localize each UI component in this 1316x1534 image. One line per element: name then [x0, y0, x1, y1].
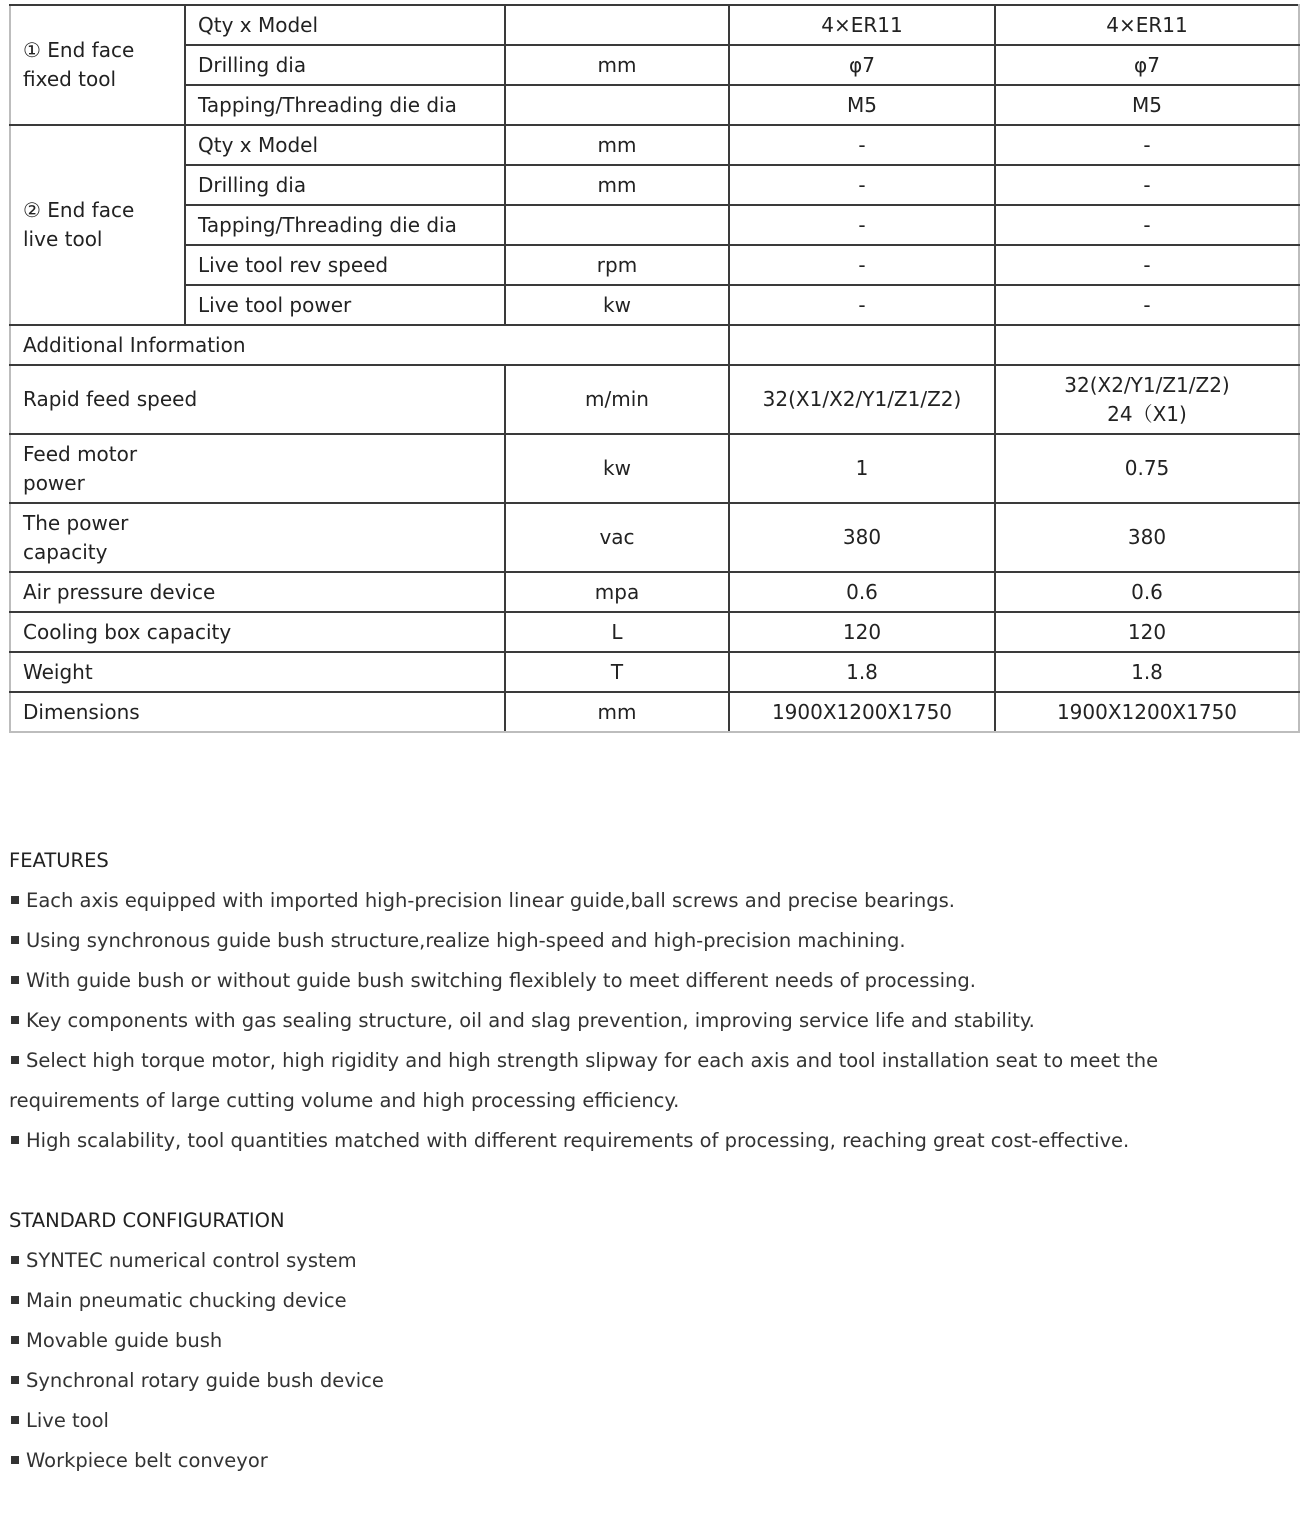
table-row: [10, 572, 1299, 612]
features-heading: FEATURES: [9, 849, 109, 872]
table-row: [10, 692, 1299, 732]
additional-info-label: Additional Information: [10, 325, 729, 365]
list-item-continuation: requirements of large cutting volume and high processing efficiency.: [9, 1089, 680, 1112]
value-cell: φ7: [729, 45, 995, 85]
item-cell: Tapping/Threading die dia: [185, 205, 505, 245]
unit-cell: mm: [505, 692, 729, 732]
unit-cell: mm: [505, 165, 729, 205]
bullet-icon: [11, 896, 19, 904]
value-cell: 1: [729, 434, 995, 503]
value-cell: 0.6: [995, 572, 1299, 612]
value-cell: M5: [729, 85, 995, 125]
list-item: Synchronal rotary guide bush device: [9, 1361, 384, 1401]
item-cell: Air pressure device: [10, 572, 505, 612]
value-cell: -: [729, 245, 995, 285]
table-row: [10, 245, 1299, 285]
table-row: [10, 45, 1299, 85]
value-cell: 120: [995, 612, 1299, 652]
value-cell: -: [729, 285, 995, 325]
value-cell: [729, 325, 995, 365]
table-row: [10, 125, 1299, 165]
table-row: [10, 365, 1299, 434]
value-cell: 1900X1200X1750: [995, 692, 1299, 732]
value-cell: -: [995, 125, 1299, 165]
unit-cell: rpm: [505, 245, 729, 285]
value-cell: 32(X2/Y1/Z1/Z2) 24（X1): [995, 365, 1299, 434]
item-cell: Qty x Model: [185, 5, 505, 45]
table-row: [10, 652, 1299, 692]
value-cell: -: [729, 165, 995, 205]
list-item: Key components with gas sealing structure, oil and slag prevention, improving service life and stability.: [9, 1001, 1158, 1041]
item-cell: Live tool rev speed: [185, 245, 505, 285]
value-cell: -: [995, 245, 1299, 285]
bullet-icon: [11, 1456, 19, 1464]
value-cell: -: [729, 125, 995, 165]
unit-cell: kw: [505, 434, 729, 503]
unit-cell: vac: [505, 503, 729, 572]
value-cell: 4×ER11: [995, 5, 1299, 45]
item-cell: Drilling dia: [185, 165, 505, 205]
list-item: Live tool: [9, 1401, 384, 1441]
item-cell: Feed motor power: [10, 434, 505, 503]
unit-cell: mm: [505, 45, 729, 85]
standard-configuration-heading: STANDARD CONFIGURATION: [9, 1209, 285, 1232]
value-cell: 1900X1200X1750: [729, 692, 995, 732]
unit-cell: m/min: [505, 365, 729, 434]
unit-cell: [505, 85, 729, 125]
bullet-icon: [11, 1056, 19, 1064]
list-item: Each axis equipped with imported high-precision linear guide,ball screws and precise bearings.: [9, 881, 1158, 921]
item-cell: The power capacity: [10, 503, 505, 572]
value-cell: 0.6: [729, 572, 995, 612]
list-item: High scalability, tool quantities matched with different requirements of processing, reaching great cost-effective.: [9, 1121, 1158, 1161]
bullet-icon: [11, 1256, 19, 1264]
table-row: [10, 503, 1299, 572]
item-cell: Dimensions: [10, 692, 505, 732]
table-row: [10, 5, 1299, 45]
value-cell: M5: [995, 85, 1299, 125]
item-cell: Rapid feed speed: [10, 365, 505, 434]
list-item: Main pneumatic chucking device: [9, 1281, 384, 1321]
bullet-icon: [11, 1016, 19, 1024]
bullet-icon: [11, 1136, 19, 1144]
value-cell: φ7: [995, 45, 1299, 85]
table-row: [10, 434, 1299, 503]
table-row: [10, 285, 1299, 325]
value-cell: -: [995, 165, 1299, 205]
table-row: [10, 325, 1299, 365]
unit-cell: L: [505, 612, 729, 652]
value-cell: 120: [729, 612, 995, 652]
value-cell: 4×ER11: [729, 5, 995, 45]
value-cell: -: [729, 205, 995, 245]
table-row: [10, 85, 1299, 125]
value-cell: 1.8: [729, 652, 995, 692]
list-item: With guide bush or without guide bush switching flexiblely to meet different needs of processing.: [9, 961, 1158, 1001]
value-cell: 0.75: [995, 434, 1299, 503]
value-cell: 1.8: [995, 652, 1299, 692]
list-item: Using synchronous guide bush structure,realize high-speed and high-precision machining.: [9, 921, 1158, 961]
table-row: [10, 205, 1299, 245]
value-cell: [995, 325, 1299, 365]
list-item: Workpiece belt conveyor: [9, 1441, 384, 1481]
item-cell: Drilling dia: [185, 45, 505, 85]
list-item: Select high torque motor, high rigidity and high strength slipway for each axis and tool installation seat to meet the: [9, 1041, 1158, 1081]
unit-cell: T: [505, 652, 729, 692]
group-label-end-face-fixed: ① End face fixed tool: [10, 5, 185, 125]
item-cell: Live tool power: [185, 285, 505, 325]
value-cell: -: [995, 205, 1299, 245]
unit-cell: [505, 5, 729, 45]
unit-cell: kw: [505, 285, 729, 325]
unit-cell: mpa: [505, 572, 729, 612]
value-cell: 380: [729, 503, 995, 572]
value-cell: -: [995, 285, 1299, 325]
value-cell: 380: [995, 503, 1299, 572]
item-cell: Weight: [10, 652, 505, 692]
bullet-icon: [11, 1376, 19, 1384]
value-cell: 32(X1/X2/Y1/Z1/Z2): [729, 365, 995, 434]
bullet-icon: [11, 1336, 19, 1344]
item-cell: Tapping/Threading die dia: [185, 85, 505, 125]
standard-configuration-section: [9, 1201, 384, 1481]
unit-cell: mm: [505, 125, 729, 165]
table-row: [10, 165, 1299, 205]
item-cell: Cooling box capacity: [10, 612, 505, 652]
spec-table: [9, 4, 1300, 733]
bullet-icon: [11, 976, 19, 984]
unit-cell: [505, 205, 729, 245]
features-section: [9, 841, 1158, 1161]
group-label-end-face-live: ② End face live tool: [10, 125, 185, 325]
list-item: SYNTEC numerical control system: [9, 1241, 384, 1281]
table-row: [10, 612, 1299, 652]
bullet-icon: [11, 1296, 19, 1304]
bullet-icon: [11, 936, 19, 944]
list-item: Movable guide bush: [9, 1321, 384, 1361]
item-cell: Qty x Model: [185, 125, 505, 165]
bullet-icon: [11, 1416, 19, 1424]
